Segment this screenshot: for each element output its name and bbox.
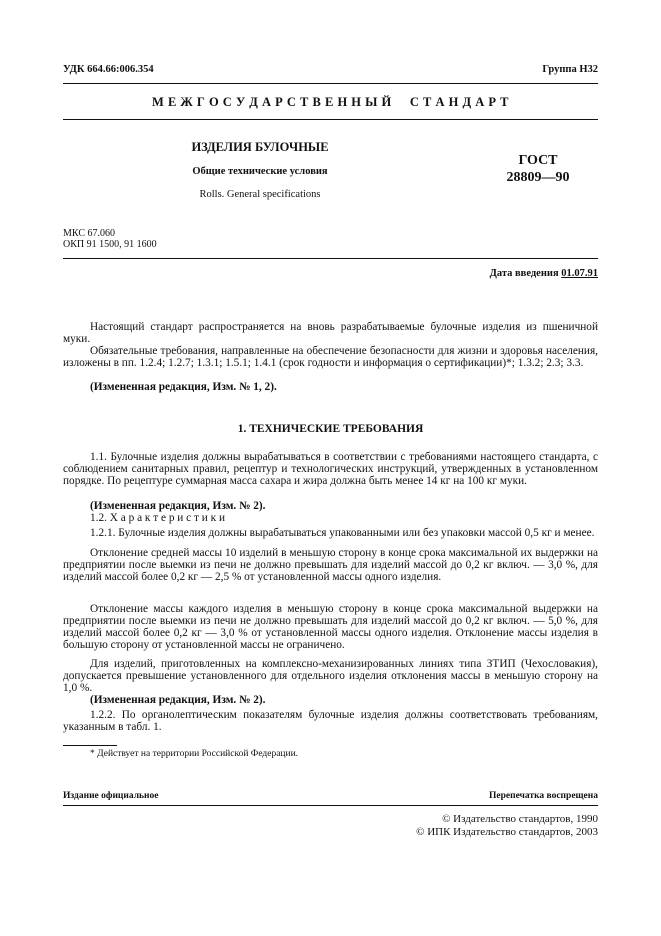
ztip-line-note: Для изделий, приготовленных на комплексно-механизированных линиях типа ЗТИП (Чехословакия), допускается превышение установленного для отдельного изделия отклонения массы в меньшую сторону на 1,0 %. (63, 658, 598, 694)
group-code: Группа Н32 (542, 64, 598, 75)
footer-rule (63, 805, 598, 806)
document-subtitle: Общие технические условия (192, 166, 328, 177)
clause-1-1-change: (Измененная редакция, Изм. № 2). (90, 500, 266, 512)
header-rule-top (63, 83, 598, 84)
reprint-prohibited: Перепечатка воспрещена (488, 791, 598, 801)
clause-1-2-1-change: (Измененная редакция, Изм. № 2). (90, 694, 266, 706)
intro-paragraph-1: Настоящий стандарт распространяется на вновь разрабатываемые булочные изделия из пшеничной муки. (63, 321, 598, 345)
header-rule-bottom (63, 119, 598, 120)
intro-date-label: Дата введения (489, 268, 562, 279)
clause-1-2-2: 1.2.2. По органолептическим показателям булочные изделия должны соответствовать требованиям, указанным в табл. 1. (63, 709, 598, 733)
footnote: * Действует на территории Российской Федерации. (90, 749, 299, 759)
gost-number: 28809—90 (506, 170, 570, 185)
gost-label: ГОСТ (518, 153, 558, 168)
intro-date-value: 01.07.91 (561, 268, 598, 279)
copyright-2003: © ИПК Издательство стандартов, 2003 (416, 826, 598, 838)
intro-date (490, 268, 598, 279)
clause-1-2-1: 1.2.1. Булочные изделия должны вырабатываться упакованными или без упаковки массой 0,5 кг и менее. (90, 527, 595, 539)
udk-code: УДК 664.66:006.354 (63, 64, 154, 75)
standard-banner: М Е Ж Г О С У Д А Р С Т В Е Н Н Ы Й С Т А Н Д А Р Т (152, 95, 509, 109)
footnote-rule (63, 745, 117, 746)
mks-code: МКС 67.060 (63, 228, 115, 239)
intro-paragraph-2: Обязательные требования, направленные на обеспечение безопасности для жизни и здоровья населения, изложены в пп. 1.2.4; 1.2.7; 1.3.1; 1.5.1; 1.4.1 (срок годности и информация о сертификации)*; 1.3.2; 2.3; 3.3. (63, 345, 598, 369)
english-title: Rolls. General specifications (199, 189, 321, 200)
mass-deviation-average: Отклонение средней массы 10 изделий в меньшую сторону в конце срока максимальной их выдержки на предприятии после выемки из печи не должно превышать для изделий массой до 0,2 кг включ. — 3,0 %, для изделий массой более 0,2 кг — 2,5 % от установленной массы одного изделия. (63, 547, 598, 583)
intro-change-note: (Измененная редакция, Изм. № 1, 2). (90, 381, 277, 393)
mass-deviation-single: Отклонение массы каждого изделия в меньшую сторону в конце срока максимальной выдержки на предприятии после выемки из печи не должно превышать для изделий массой до 0,2 кг включ. — 5,0 %, для изделий массой более 0,2 кг — 3,0 % от установленной массы одного изделия. Отклонение массы изделия в большую сторону от установленной массы не ограничено. (63, 603, 598, 651)
codes-rule (63, 258, 598, 259)
copyright-1990: © Издательство стандартов, 1990 (442, 813, 598, 825)
official-edition: Издание официальное (63, 791, 159, 801)
section-heading: 1. ТЕХНИЧЕСКИЕ ТРЕБОВАНИЯ (237, 423, 424, 435)
clause-1-1: 1.1. Булочные изделия должны вырабатываться в соответствии с требованиями настоящего стандарта, с соблюдением санитарных правил, рецептур и технологических инструкций, утвержденных в установленном порядке. По рецептуре суммарная масса сахара и жира должна быть менее 14 кг на 100 кг муки. (63, 451, 598, 487)
clause-1-2: 1.2. Х а р а к т е р и с т и к и (90, 512, 225, 524)
okp-code: ОКП 91 1500, 91 1600 (63, 239, 157, 250)
document-title: ИЗДЕЛИЯ БУЛОЧНЫЕ (191, 140, 329, 154)
